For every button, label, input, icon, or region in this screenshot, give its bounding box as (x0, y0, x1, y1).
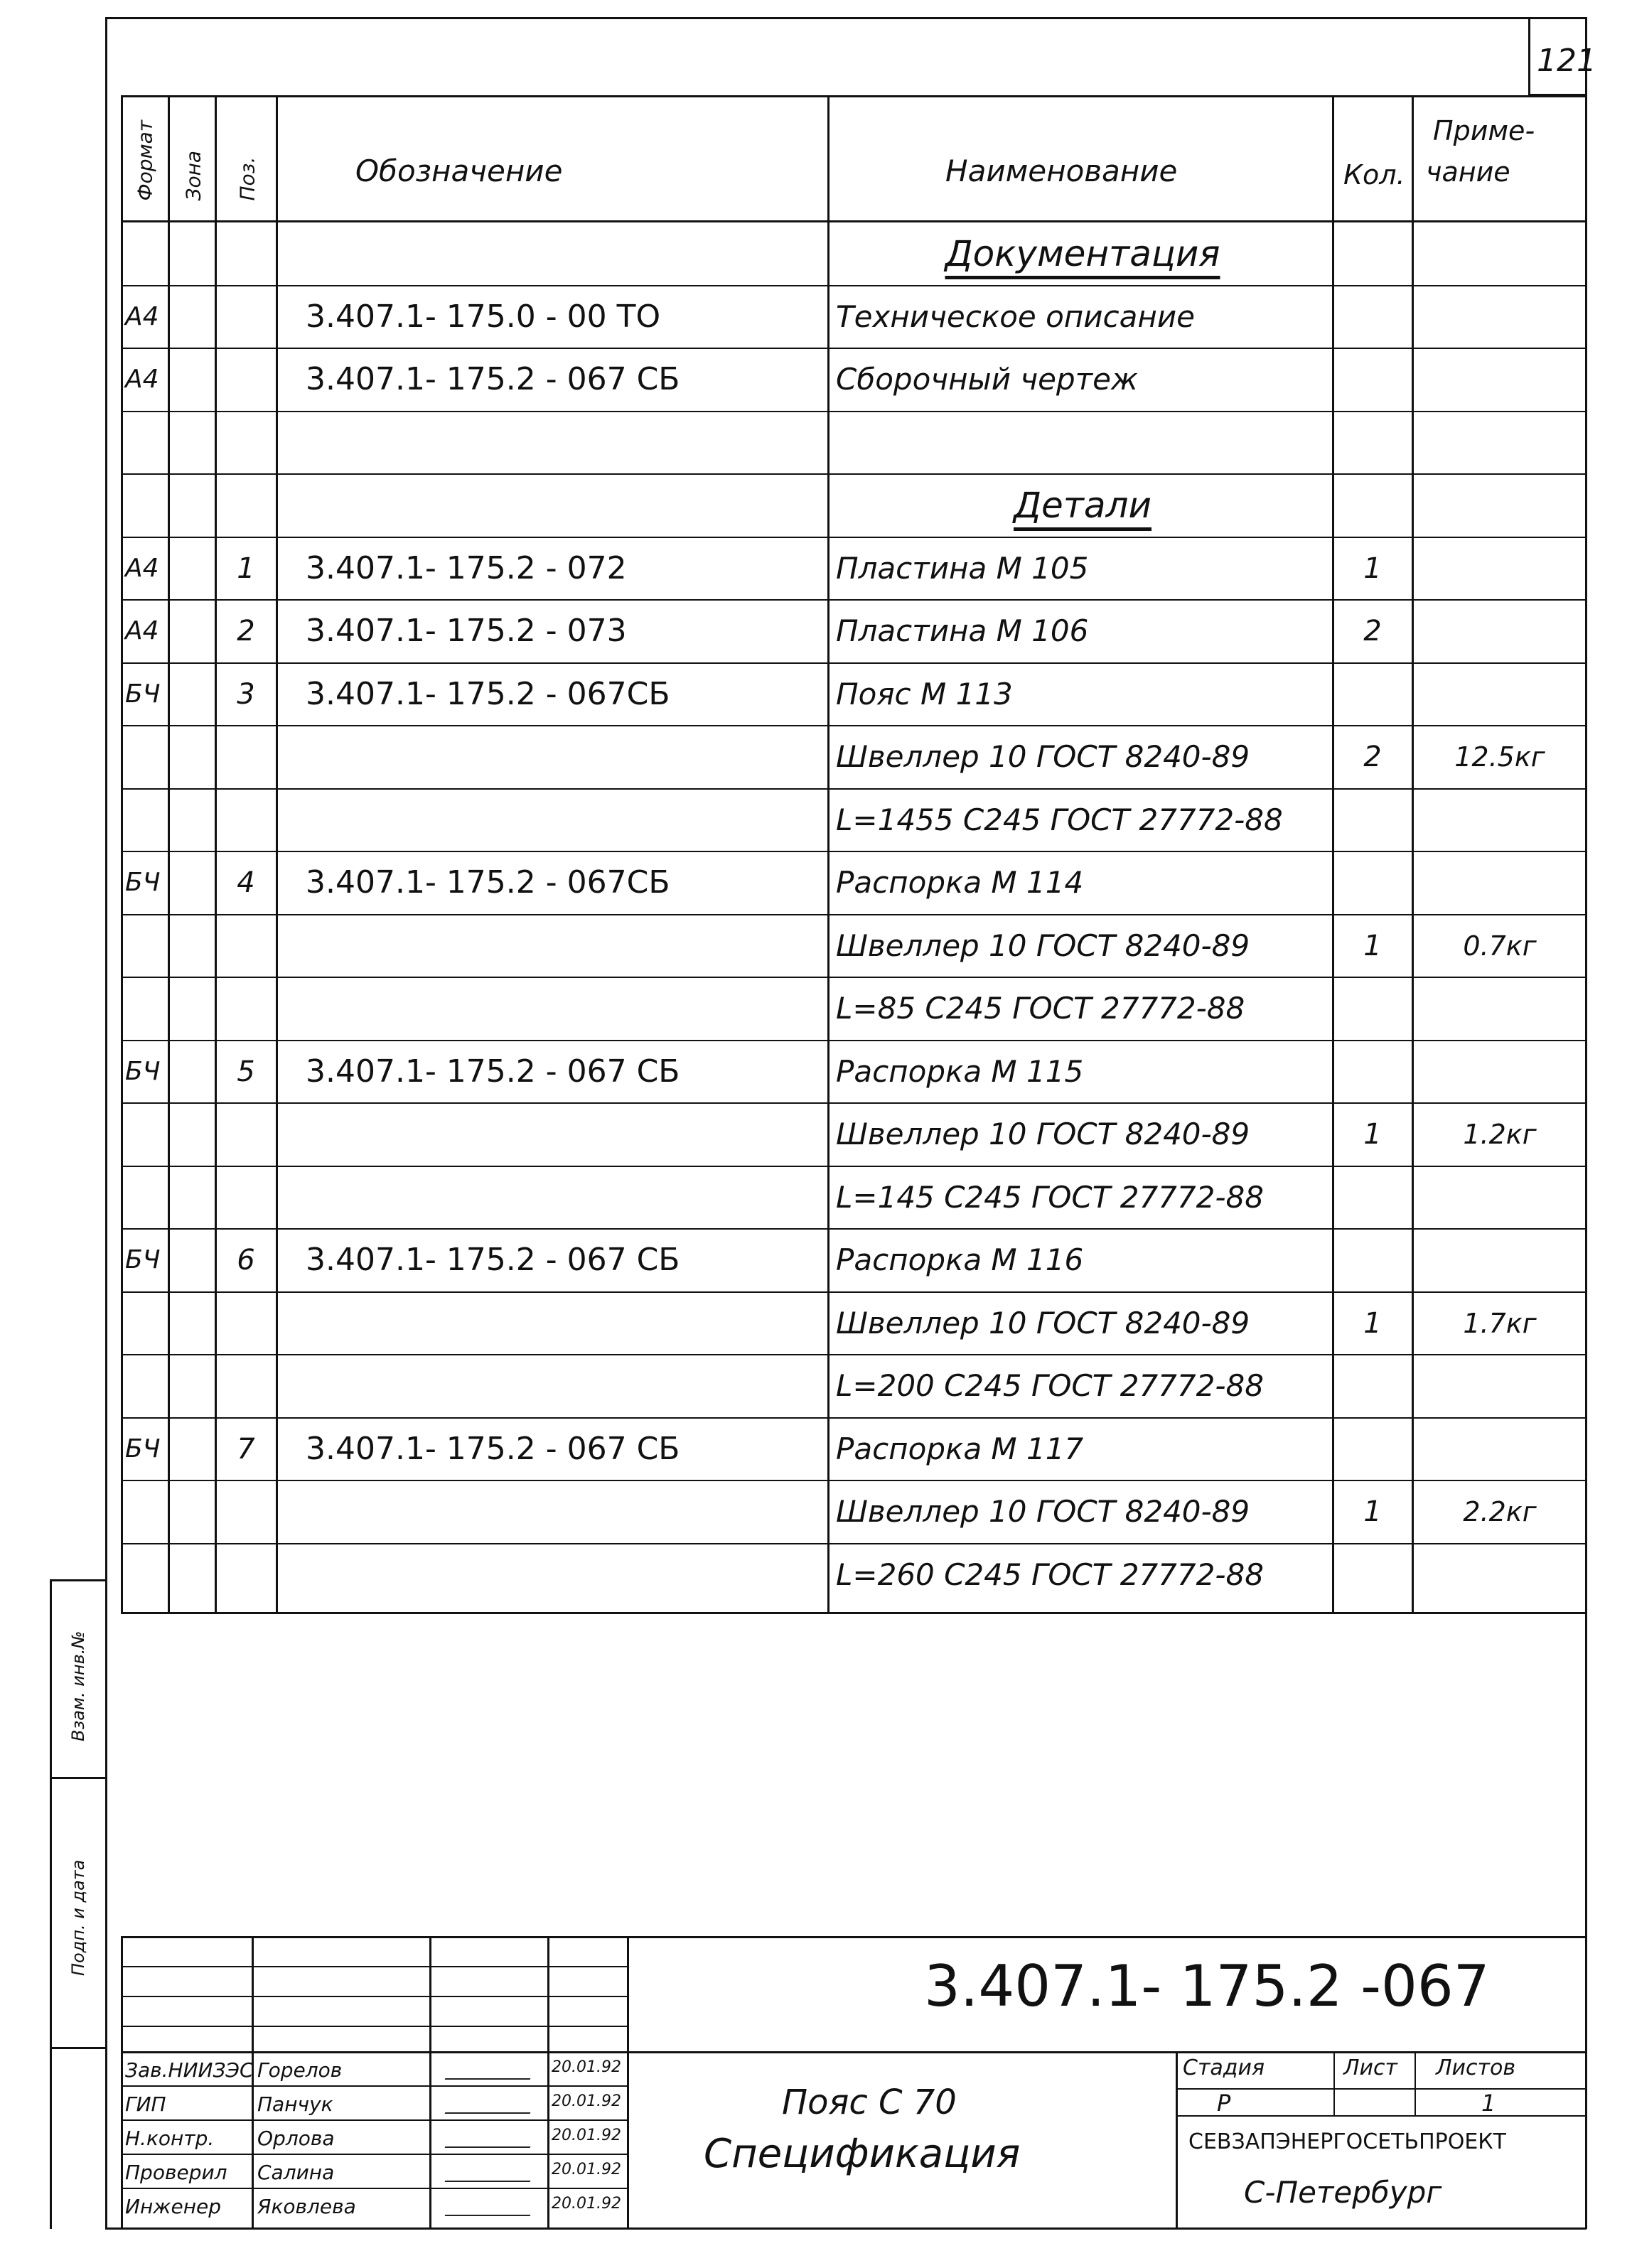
tb-stage-h1 (1176, 2088, 1587, 2090)
tb-left-top (121, 1936, 123, 2227)
signature-date: 20.01.92 (552, 2161, 621, 2178)
cell-pos (218, 1102, 274, 1166)
cell-designation: 3.407.1- 175.2 - 072 (306, 550, 627, 586)
signature-name: Орлова (257, 2127, 335, 2150)
cell-name: Детали (1013, 484, 1152, 526)
cell-name: Распорка М 116 (836, 1242, 1084, 1277)
cell-format (125, 788, 168, 851)
cell-qty (1335, 1354, 1410, 1417)
cell-designation (306, 1480, 825, 1543)
tb-h7 (121, 2154, 627, 2155)
cell-designation (306, 914, 825, 977)
cell-name: Распорка М 117 (836, 1431, 1084, 1466)
cell-note (1416, 1417, 1584, 1480)
cell-designation: 3.407.1- 175.2 - 067СБ (306, 676, 670, 712)
frame-left (105, 17, 107, 2229)
cell-designation (306, 1543, 825, 1606)
doc-number: 3.407.1- 175.2 -067 (924, 1953, 1490, 2019)
cell-note (1416, 662, 1584, 726)
cell-designation: 3.407.1- 175.2 - 067 СБ (306, 1431, 680, 1467)
side-stamp-label-1: Взам. инв.№ (68, 1630, 88, 1741)
tb-h4 (121, 2051, 1587, 2053)
cell-designation (306, 788, 825, 851)
header-note-2: чание (1426, 156, 1510, 188)
header-name: Наименование (945, 154, 1178, 188)
cell-designation: 3.407.1- 175.2 - 067СБ (306, 864, 670, 901)
cell-format: А4 (125, 365, 159, 394)
cell-name: Распорка М 114 (836, 865, 1084, 900)
tb-v3 (547, 1936, 549, 2227)
cell-qty (1335, 1040, 1410, 1103)
cell-note (1416, 285, 1584, 348)
cell-qty (1335, 1417, 1410, 1480)
cell-designation (306, 977, 825, 1040)
cell-format (125, 1354, 168, 1417)
cell-pos: 5 (237, 1055, 255, 1088)
cell-qty: 1 (1363, 1117, 1382, 1151)
cell-qty: 2 (1363, 614, 1382, 647)
cell-pos: 6 (237, 1243, 255, 1277)
col-line-2 (215, 95, 217, 1613)
cell-qty (1335, 1543, 1410, 1606)
cell-note (1416, 788, 1584, 851)
handwritten-signature (445, 2131, 537, 2148)
cell-pos (218, 1291, 274, 1355)
cell-qty (1335, 788, 1410, 851)
cell-qty (1335, 285, 1410, 348)
cell-qty (1335, 851, 1410, 914)
signature-date: 20.01.92 (552, 2127, 621, 2144)
tb-v2 (429, 1936, 431, 2227)
cell-name: L=1455 С245 ГОСТ 27772-88 (836, 802, 1283, 837)
cell-pos (218, 285, 274, 348)
cell-format (125, 725, 168, 788)
cell-format: А4 (125, 554, 159, 583)
side-stamp-label-2: Подп. и дата (68, 1859, 88, 1976)
cell-pos (218, 914, 274, 977)
cell-name: Швеллер 10 ГОСТ 8240-89 (836, 1117, 1250, 1151)
cell-designation: 3.407.1- 175.2 - 067 СБ (306, 361, 680, 397)
cell-format (125, 1543, 168, 1606)
cell-note: 1.7кг (1463, 1307, 1537, 1339)
col-line-5 (1332, 95, 1334, 1613)
frame-top (105, 17, 1587, 19)
cell-name: Швеллер 10 ГОСТ 8240-89 (836, 928, 1250, 963)
organization: СЕВЗАПЭНЕРГОСЕТЬПРОЕКТ (1188, 2129, 1506, 2154)
cell-format (125, 977, 168, 1040)
cell-format: БЧ (125, 679, 161, 709)
cell-pos: 2 (237, 614, 255, 647)
cell-qty (1335, 662, 1410, 726)
cell-format (125, 222, 168, 285)
col-line-1 (168, 95, 170, 1613)
cell-pos: 3 (237, 677, 255, 711)
header-zone: Зона (181, 150, 205, 201)
cell-format (125, 1102, 168, 1166)
side-stamp-div2 (50, 2047, 107, 2049)
header-designation: Обозначение (355, 154, 563, 188)
cell-designation (306, 1354, 825, 1417)
cell-note: 2.2кг (1463, 1495, 1537, 1527)
cell-name: Швеллер 10 ГОСТ 8240-89 (836, 1494, 1250, 1529)
cell-pos (218, 977, 274, 1040)
cell-name: Пластина М 105 (836, 551, 1089, 586)
cell-pos (218, 1543, 274, 1606)
cell-note: 1.2кг (1463, 1118, 1537, 1150)
page-number: 121 (1537, 43, 1596, 79)
cell-qty: 1 (1363, 1306, 1382, 1340)
stage-label: Стадия (1183, 2055, 1265, 2080)
signature-date: 20.01.92 (552, 2058, 621, 2076)
tb-h3 (121, 2026, 627, 2027)
cell-note (1416, 1040, 1584, 1103)
tb-h8 (121, 2188, 627, 2189)
cell-pos (218, 1166, 274, 1229)
signature-name: Салина (257, 2161, 335, 2184)
tb-h5 (121, 2085, 627, 2087)
tb-stage-h2 (1176, 2115, 1587, 2117)
cell-name (836, 411, 1329, 474)
cell-qty: 1 (1363, 929, 1382, 962)
cell-note (1416, 1543, 1584, 1606)
cell-pos (218, 1354, 274, 1417)
cell-note (1416, 222, 1584, 285)
sheets-label: Листов (1436, 2055, 1516, 2080)
cell-qty (1335, 411, 1410, 474)
cell-qty (1335, 1228, 1410, 1291)
cell-note (1416, 411, 1584, 474)
header-pos: Поз. (235, 156, 259, 201)
cell-pos (218, 348, 274, 411)
cell-note (1416, 473, 1584, 537)
signature-role: Н.контр. (125, 2127, 215, 2150)
cell-format: БЧ (125, 1245, 161, 1274)
cell-designation: 3.407.1- 175.2 - 067 СБ (306, 1053, 680, 1090)
signature-name: Горелов (257, 2058, 343, 2082)
cell-qty (1335, 1166, 1410, 1229)
cell-designation: 3.407.1- 175.2 - 073 (306, 613, 627, 649)
cell-note (1416, 977, 1584, 1040)
cell-qty (1335, 977, 1410, 1040)
handwritten-signature (445, 2097, 537, 2114)
tb-title-right (1176, 2051, 1178, 2229)
cell-name: L=200 С245 ГОСТ 27772-88 (836, 1368, 1264, 1403)
cell-designation (306, 1166, 825, 1229)
cell-format: БЧ (125, 868, 161, 897)
cell-pos (218, 725, 274, 788)
tb-stage-v2 (1414, 2051, 1416, 2117)
cell-format: БЧ (125, 1057, 161, 1086)
sheet-label: Лист (1343, 2055, 1398, 2080)
title-line-1: Пояс С 70 (782, 2082, 957, 2122)
col-line-3 (276, 95, 278, 1613)
header-note-1: Приме- (1433, 115, 1535, 146)
col-line-6 (1412, 95, 1414, 1613)
cell-pos: 1 (237, 552, 255, 585)
cell-pos (218, 788, 274, 851)
cell-format (125, 914, 168, 977)
col-line-4 (827, 95, 830, 1613)
cell-name: Пластина М 106 (836, 613, 1089, 648)
cell-designation (306, 1102, 825, 1166)
cell-qty (1335, 348, 1410, 411)
header-format: Формат (133, 119, 157, 201)
cell-pos (218, 473, 274, 537)
cell-qty (1335, 473, 1410, 537)
cell-note (1416, 348, 1584, 411)
cell-pos (218, 222, 274, 285)
cell-designation (306, 725, 825, 788)
table-left (121, 95, 123, 1613)
handwritten-signature (445, 2063, 537, 2080)
cell-name: L=85 С245 ГОСТ 27772-88 (836, 991, 1245, 1026)
cell-format (125, 1480, 168, 1543)
cell-designation (306, 222, 825, 285)
sheets-value: 1 (1481, 2090, 1496, 2117)
table-top (121, 95, 1587, 97)
signature-name: Панчук (257, 2092, 333, 2116)
tb-v1 (252, 1936, 254, 2227)
cell-note (1416, 599, 1584, 662)
title-line-2: Спецификация (704, 2131, 1021, 2177)
page-box-left (1528, 17, 1530, 95)
cell-name: L=260 С245 ГОСТ 27772-88 (836, 1557, 1264, 1592)
cell-pos: 4 (237, 866, 255, 899)
handwritten-signature (445, 2165, 537, 2182)
cell-name: Техническое описание (836, 299, 1195, 334)
cell-note: 12.5кг (1454, 741, 1545, 773)
signature-date: 20.01.92 (552, 2092, 621, 2110)
cell-format (125, 1291, 168, 1355)
cell-name: Документация (945, 232, 1220, 274)
cell-designation (306, 473, 825, 537)
tb-h1 (121, 1966, 627, 1967)
cell-format: А4 (125, 616, 159, 645)
cell-name: Пояс М 113 (836, 677, 1013, 711)
cell-designation (306, 1291, 825, 1355)
cell-name: Швеллер 10 ГОСТ 8240-89 (836, 1306, 1250, 1340)
cell-note: 0.7кг (1463, 930, 1537, 962)
cell-designation: 3.407.1- 175.2 - 067 СБ (306, 1242, 680, 1278)
cell-name: Сборочный чертеж (836, 362, 1138, 397)
cell-pos: 7 (237, 1432, 255, 1466)
cell-note (1416, 851, 1584, 914)
tb-h6 (121, 2119, 627, 2121)
cell-designation: 3.407.1- 175.0 - 00 ТО (306, 299, 661, 335)
cell-designation (306, 411, 825, 474)
cell-note (1416, 537, 1584, 600)
cell-qty: 1 (1363, 1495, 1382, 1528)
cell-format (125, 473, 168, 537)
cell-format (125, 411, 168, 474)
signature-name: Яковлева (257, 2195, 356, 2218)
cell-format: А4 (125, 302, 159, 331)
cell-pos (218, 411, 274, 474)
handwritten-signature (445, 2199, 537, 2216)
tb-h2 (121, 1996, 627, 1997)
frame-bottom (105, 2227, 1587, 2230)
signature-date: 20.01.92 (552, 2195, 621, 2213)
cell-name: Распорка М 115 (836, 1054, 1084, 1089)
cell-note (1416, 1228, 1584, 1291)
cell-format (125, 1166, 168, 1229)
cell-qty: 1 (1363, 552, 1382, 585)
signature-role: Инженер (125, 2195, 222, 2218)
cell-note (1416, 1354, 1584, 1417)
stage-value: Р (1217, 2090, 1231, 2117)
table-bottom (121, 1612, 1587, 1614)
tb-stage-v1 (1333, 2051, 1335, 2117)
tb-top (121, 1936, 1587, 1938)
city: С-Петербург (1244, 2175, 1442, 2210)
cell-qty (1335, 222, 1410, 285)
cell-note (1416, 1166, 1584, 1229)
header-qty: Кол. (1343, 159, 1405, 190)
side-stamp-top (50, 1579, 107, 1581)
tb-v4 (627, 1936, 629, 2227)
cell-format: БЧ (125, 1434, 161, 1463)
signature-role: Зав.НИИЗЭС (125, 2058, 254, 2082)
side-stamp-line (50, 1579, 52, 2229)
cell-qty: 2 (1363, 740, 1382, 773)
side-stamp-div1 (50, 1777, 107, 1779)
cell-name: Швеллер 10 ГОСТ 8240-89 (836, 739, 1250, 774)
cell-pos (218, 1480, 274, 1543)
signature-role: Проверил (125, 2161, 227, 2184)
cell-name: L=145 С245 ГОСТ 27772-88 (836, 1180, 1264, 1215)
signature-role: ГИП (125, 2092, 166, 2116)
